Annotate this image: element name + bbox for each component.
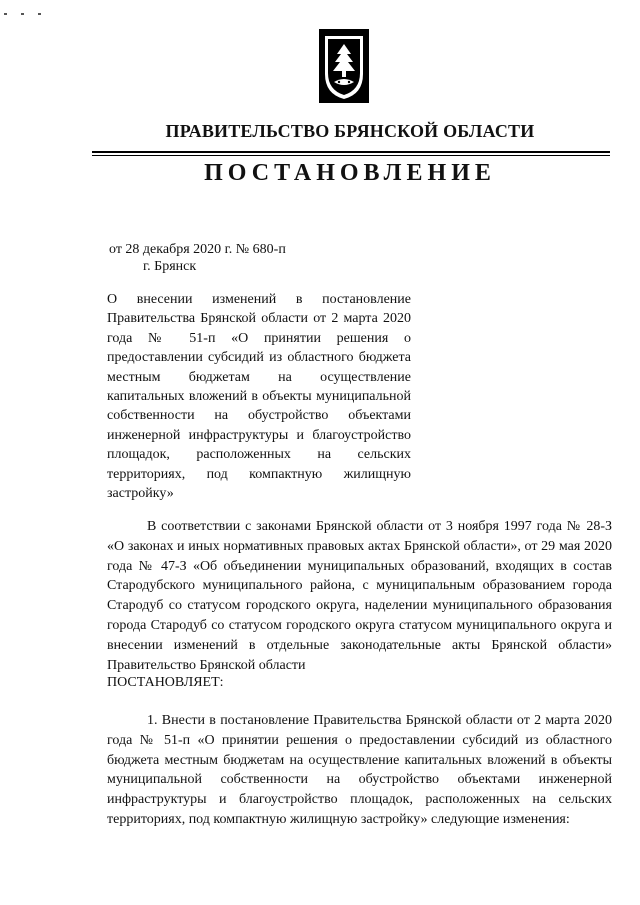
document-type-title: ПОСТАНОВЛЕНИЕ <box>204 160 496 186</box>
header-rule-thin <box>92 155 610 156</box>
date-and-number: от 28 декабря 2020 г. № 680-п <box>109 242 286 257</box>
header-rule-thick <box>92 151 610 153</box>
city: г. Брянск <box>143 259 197 274</box>
scan-artifact <box>4 2 64 4</box>
organization-name: ПРАВИТЕЛЬСТВО БРЯНСКОЙ ОБЛАСТИ <box>165 121 535 141</box>
clause-1-paragraph: 1. Внести в постановление Правительства Брянской области от 2 марта 2020 года № 51-п «О принятии решения о предоставлении субсидий из областного бюджета местным бюджетам на осуществление капитальных вложений в объекты муниципальной собственности на обустройство объектами инженерной инфраструктуры и благоустройство площадок, расположенных на сельских территориях, под компактную жилищную застройку» следующие изменения: <box>107 713 612 827</box>
document-subject: О внесении изменений в постановление Правительства Брянской области от 2 марта 2020 года № 51-п «О принятии решения о предоставлении субсидий из областного бюджета местным бюджетам на осуществление капитальных вложений в объекты муниципальной собственности на обустройство объектами инженерной инфраструктуры и благоустройство площадок, расположенных на сельских территориях, под компактную жилищную застройку» <box>107 292 411 502</box>
preamble-paragraph: В соответствии с законами Брянской области от 3 ноября 1997 года № 28-З «О законах и иных нормативных правовых актах Брянской области», от 29 мая 2020 года № 47-З «Об объединении муниципальных образований, входящих в состав Стародубского муниципального района, с муниципальным образованием города Стародуб со статусом городского округа, наделении муниципального образования города Стародуб со статусом городского округа статусом муниципального округа и внесении изменений в отдельные законодательные акты Брянской области» Правительство Брянской области <box>107 519 612 673</box>
decree-word: ПОСТАНОВЛЯЕТ: <box>107 675 224 690</box>
bryansk-coat-of-arms-icon <box>318 28 370 104</box>
